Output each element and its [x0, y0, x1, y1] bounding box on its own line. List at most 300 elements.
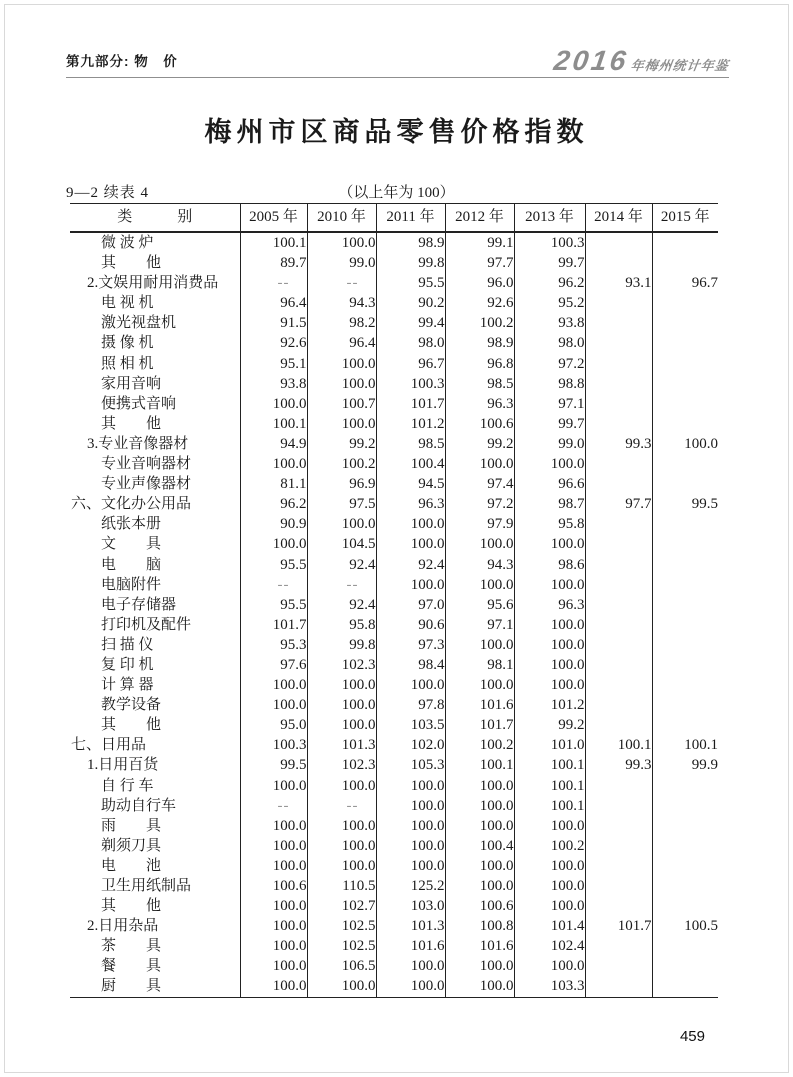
value-cell: 100.0	[652, 434, 718, 454]
row-label: 电 脑	[101, 556, 162, 573]
value-cell: 100.0	[445, 575, 514, 595]
value-cell: 81.1	[240, 474, 307, 494]
value-cell: 100.0	[445, 534, 514, 554]
value-cell: 100.0	[445, 796, 514, 816]
value-cell: 102.5	[307, 936, 376, 956]
table-number-label: 9—2 续表 4	[66, 185, 150, 201]
value-cell: 96.2	[240, 494, 307, 514]
value-cell: 99.2	[307, 434, 376, 454]
value-cell: 100.0	[514, 956, 585, 976]
row-label: 其 他	[101, 255, 162, 272]
row-label: 2.日用杂品	[87, 918, 159, 935]
value-cell: 100.0	[307, 715, 376, 735]
row-label: 扫 描 仪	[101, 636, 154, 653]
value-cell: 97.0	[376, 595, 445, 615]
value-cell: 98.0	[376, 333, 445, 353]
value-cell: 100.3	[514, 232, 585, 253]
value-cell	[652, 575, 718, 595]
value-cell: 95.2	[514, 293, 585, 313]
value-cell	[652, 534, 718, 554]
value-cell: 100.2	[445, 735, 514, 755]
value-cell: 100.0	[307, 232, 376, 253]
value-cell	[585, 414, 652, 434]
value-cell	[585, 655, 652, 675]
value-cell	[652, 514, 718, 534]
table-row	[70, 494, 718, 514]
value-cell: 94.3	[445, 555, 514, 575]
value-cell: 95.1	[240, 354, 307, 374]
value-cell: 100.0	[240, 776, 307, 796]
value-cell: 101.6	[445, 936, 514, 956]
table-row	[70, 313, 718, 333]
value-cell: 97.7	[585, 494, 652, 514]
value-cell: 101.2	[514, 695, 585, 715]
value-cell: 100.0	[376, 976, 445, 997]
value-cell: 100.1	[514, 796, 585, 816]
value-cell	[652, 595, 718, 615]
value-cell: 100.0	[240, 976, 307, 997]
value-cell: 99.1	[445, 232, 514, 253]
value-cell	[652, 474, 718, 494]
value-cell: 99.8	[376, 253, 445, 273]
value-cell: 99.7	[514, 414, 585, 434]
value-cell: 100.0	[445, 816, 514, 836]
value-cell: 98.0	[514, 333, 585, 353]
row-label: 2.文娱用耐用消费品	[87, 275, 219, 292]
table-row	[70, 293, 718, 313]
table-row	[70, 595, 718, 615]
value-cell: 102.7	[307, 896, 376, 916]
value-cell: 98.9	[445, 333, 514, 353]
value-cell	[652, 715, 718, 735]
column-header-2012: 2012 年	[445, 204, 514, 233]
value-cell: 96.0	[445, 273, 514, 293]
table-row	[70, 232, 718, 253]
value-cell: 92.4	[376, 555, 445, 575]
value-cell	[585, 354, 652, 374]
table-row	[70, 273, 718, 293]
value-cell: 100.1	[445, 755, 514, 775]
value-cell: 100.1	[514, 776, 585, 796]
value-cell: 101.2	[376, 414, 445, 434]
value-cell: 100.0	[240, 916, 307, 936]
row-label: 厨 具	[70, 976, 240, 997]
value-cell: 110.5	[307, 876, 376, 896]
value-cell: --	[240, 796, 307, 816]
row-label: 微 波 炉	[101, 235, 154, 251]
logo-suffix-text: 年梅州统计年鉴	[629, 58, 730, 73]
section-label: 第九部分: 物 价	[66, 54, 178, 69]
value-cell: 102.3	[307, 655, 376, 675]
table-row	[70, 856, 718, 876]
row-label: 餐 具	[101, 958, 162, 975]
value-cell: 100.0	[514, 876, 585, 896]
value-cell	[652, 555, 718, 575]
value-cell: 101.0	[514, 735, 585, 755]
value-cell: 93.8	[240, 374, 307, 394]
value-cell	[585, 454, 652, 474]
value-cell: 92.4	[307, 555, 376, 575]
row-label: 卫生用纸制品	[101, 878, 192, 894]
value-cell: 100.0	[376, 796, 445, 816]
value-cell: 100.0	[445, 876, 514, 896]
row-label: 六、文化办公用品	[71, 496, 192, 513]
value-cell: 101.6	[376, 936, 445, 956]
value-cell: 100.0	[514, 675, 585, 695]
value-cell: 101.7	[240, 615, 307, 635]
value-cell: 100.0	[307, 695, 376, 715]
value-cell: 95.8	[307, 615, 376, 635]
value-cell: 92.6	[445, 293, 514, 313]
retail-price-index-table	[70, 203, 718, 998]
value-cell: 105.3	[376, 755, 445, 775]
value-cell: 99.5	[652, 494, 718, 514]
table-row	[70, 776, 718, 796]
value-cell	[585, 715, 652, 735]
column-header-2014: 2014 年	[585, 204, 652, 233]
value-cell: 100.0	[376, 836, 445, 856]
table-row	[70, 555, 718, 575]
row-label: 自 行 车	[101, 777, 154, 794]
value-cell: 100.0	[514, 615, 585, 635]
value-cell: 95.5	[240, 595, 307, 615]
table-row	[70, 414, 718, 434]
value-cell	[585, 293, 652, 313]
value-cell	[585, 555, 652, 575]
value-cell: 103.5	[376, 715, 445, 735]
value-cell: 99.4	[376, 313, 445, 333]
row-label: 助动自行车	[101, 797, 177, 814]
value-cell: 100.0	[376, 816, 445, 836]
value-cell	[585, 936, 652, 956]
value-cell	[652, 313, 718, 333]
value-cell: 96.8	[445, 354, 514, 374]
table-row	[70, 715, 718, 735]
value-cell: 94.5	[376, 474, 445, 494]
value-cell: 98.4	[376, 655, 445, 675]
value-cell: 97.2	[514, 354, 585, 374]
value-cell: 99.2	[514, 715, 585, 735]
value-cell: 100.0	[514, 534, 585, 554]
value-cell: 103.0	[376, 896, 445, 916]
row-label: 其 他	[101, 898, 162, 915]
value-cell: 100.1	[652, 735, 718, 755]
value-cell: 96.3	[445, 394, 514, 414]
value-cell: 99.0	[514, 434, 585, 454]
table-row	[70, 575, 718, 595]
value-cell	[585, 595, 652, 615]
value-cell: 100.0	[307, 414, 376, 434]
value-cell: 100.0	[307, 675, 376, 695]
value-cell: 101.7	[445, 715, 514, 735]
page-title: 梅州市区商品零售价格指数	[204, 117, 589, 147]
row-label: 打印机及配件	[101, 616, 192, 633]
value-cell: 98.6	[514, 555, 585, 575]
value-cell: 103.3	[514, 976, 585, 997]
value-cell: --	[307, 273, 376, 293]
value-cell: 100.0	[514, 635, 585, 655]
value-cell	[585, 956, 652, 976]
value-cell: 100.2	[514, 836, 585, 856]
column-header-2013: 2013 年	[514, 204, 585, 233]
value-cell: --	[307, 796, 376, 816]
table-row	[70, 896, 718, 916]
value-cell: 90.6	[376, 615, 445, 635]
value-cell: 100.0	[240, 816, 307, 836]
value-cell: 100.0	[307, 776, 376, 796]
table-row	[70, 474, 718, 494]
value-cell	[585, 635, 652, 655]
table-row	[70, 434, 718, 454]
value-cell: 102.4	[514, 936, 585, 956]
value-cell: 100.0	[240, 695, 307, 715]
value-cell: 100.0	[514, 655, 585, 675]
value-cell: 100.0	[240, 675, 307, 695]
value-cell: 100.0	[307, 856, 376, 876]
value-cell	[585, 313, 652, 333]
value-cell: 102.3	[307, 755, 376, 775]
value-cell: 89.7	[240, 253, 307, 273]
value-cell	[585, 374, 652, 394]
value-cell: 100.4	[445, 836, 514, 856]
value-cell: 97.8	[376, 695, 445, 715]
value-cell: 97.7	[445, 253, 514, 273]
value-cell: 97.4	[445, 474, 514, 494]
value-cell: 99.9	[652, 755, 718, 775]
row-label: 雨 具	[101, 817, 162, 834]
value-cell: 100.6	[445, 414, 514, 434]
value-cell: 102.5	[307, 916, 376, 936]
value-cell	[585, 534, 652, 554]
row-label: 教学设备	[101, 697, 162, 714]
value-cell: 101.3	[307, 735, 376, 755]
value-cell	[585, 474, 652, 494]
value-cell: 100.0	[240, 394, 307, 414]
value-cell: 100.0	[514, 454, 585, 474]
value-cell	[652, 936, 718, 956]
value-cell: 98.9	[376, 232, 445, 253]
value-cell: 98.8	[514, 374, 585, 394]
value-cell: 100.3	[240, 735, 307, 755]
value-cell: 97.6	[240, 655, 307, 675]
value-cell: 97.3	[376, 635, 445, 655]
table-row	[70, 936, 718, 956]
table-row	[70, 253, 718, 273]
table-row	[70, 454, 718, 474]
value-cell	[652, 816, 718, 836]
value-cell: 101.3	[376, 916, 445, 936]
value-cell	[652, 253, 718, 273]
value-cell: 101.4	[514, 916, 585, 936]
value-cell: 95.5	[240, 555, 307, 575]
yearbook-logo	[552, 47, 732, 77]
value-cell	[652, 374, 718, 394]
value-cell: 100.0	[445, 776, 514, 796]
row-label: 1.日用百货	[87, 757, 159, 774]
value-cell: 99.2	[445, 434, 514, 454]
value-cell: 96.4	[240, 293, 307, 313]
value-cell: 100.0	[376, 534, 445, 554]
value-cell: 100.0	[514, 896, 585, 916]
value-cell: 101.7	[585, 916, 652, 936]
table-row	[70, 394, 718, 414]
value-cell: 100.0	[445, 856, 514, 876]
row-label: 其 他	[101, 717, 162, 734]
row-label: 剃须刀具	[101, 837, 162, 854]
row-label: 茶 具	[101, 938, 162, 955]
table-row	[70, 735, 718, 755]
value-cell: 100.0	[514, 856, 585, 876]
column-header-2015: 2015 年	[652, 204, 718, 233]
value-cell: 98.5	[445, 374, 514, 394]
value-cell: 100.1	[514, 755, 585, 775]
row-label: 其 他	[101, 415, 162, 432]
table-row	[70, 796, 718, 816]
page-number: 459	[679, 1028, 705, 1045]
value-cell: 92.6	[240, 333, 307, 353]
table-row	[70, 816, 718, 836]
value-cell: 101.6	[445, 695, 514, 715]
value-cell	[585, 836, 652, 856]
value-cell: 100.0	[514, 816, 585, 836]
value-cell	[585, 232, 652, 253]
value-cell: 100.0	[240, 856, 307, 876]
value-cell	[652, 414, 718, 434]
value-cell: 100.4	[376, 454, 445, 474]
value-cell: 100.0	[376, 575, 445, 595]
value-cell	[585, 896, 652, 916]
row-label: 照 相 机	[101, 355, 154, 372]
value-cell: 100.2	[445, 313, 514, 333]
value-cell	[652, 796, 718, 816]
value-cell: 100.0	[445, 976, 514, 997]
value-cell: 97.5	[307, 494, 376, 514]
table-body	[70, 232, 718, 997]
value-cell: 93.1	[585, 273, 652, 293]
value-cell	[652, 675, 718, 695]
row-label: 专业声像器材	[101, 476, 192, 493]
value-cell	[585, 856, 652, 876]
value-cell: 100.5	[652, 916, 718, 936]
value-cell: 97.9	[445, 514, 514, 534]
value-cell: 95.0	[240, 715, 307, 735]
value-cell: 100.0	[307, 514, 376, 534]
value-cell: 96.9	[307, 474, 376, 494]
table-header-row	[70, 204, 718, 233]
value-cell	[652, 695, 718, 715]
row-label: 复 印 机	[101, 656, 154, 673]
value-cell: 100.1	[585, 735, 652, 755]
value-cell: 96.7	[376, 354, 445, 374]
logo-year-text: 2016	[551, 45, 631, 76]
value-cell: 94.3	[307, 293, 376, 313]
value-cell: 90.9	[240, 514, 307, 534]
value-cell: 100.0	[376, 514, 445, 534]
value-cell: 96.3	[514, 595, 585, 615]
row-label: 七、日用品	[71, 737, 147, 754]
value-cell	[652, 293, 718, 313]
value-cell	[585, 876, 652, 896]
value-cell: 100.0	[307, 816, 376, 836]
table-row	[70, 956, 718, 976]
value-cell: 99.8	[307, 635, 376, 655]
table-row	[70, 354, 718, 374]
table-row	[70, 876, 718, 896]
row-label: 电脑附件	[101, 576, 162, 593]
value-cell: 96.3	[376, 494, 445, 514]
value-cell: 90.2	[376, 293, 445, 313]
table-row	[70, 655, 718, 675]
row-label: 便携式音响	[101, 395, 177, 412]
value-cell	[585, 514, 652, 534]
value-cell	[652, 776, 718, 796]
value-cell: 100.0	[376, 776, 445, 796]
value-cell	[585, 695, 652, 715]
row-label: 3.专业音像器材	[87, 435, 189, 452]
table-row	[70, 836, 718, 856]
row-label: 摄 像 机	[101, 335, 154, 352]
value-cell: 96.4	[307, 333, 376, 353]
row-label: 电 视 机	[101, 295, 154, 312]
value-cell: 98.5	[376, 434, 445, 454]
value-cell	[652, 394, 718, 414]
value-cell: 125.2	[376, 876, 445, 896]
value-cell	[652, 655, 718, 675]
value-cell: 100.0	[307, 976, 376, 997]
page-header	[66, 40, 729, 78]
value-cell: 100.0	[240, 836, 307, 856]
value-cell: 100.0	[307, 354, 376, 374]
value-cell: 95.5	[376, 273, 445, 293]
value-cell: 100.3	[376, 374, 445, 394]
value-cell: 100.0	[445, 635, 514, 655]
value-cell: 99.3	[585, 755, 652, 775]
value-cell: 98.1	[445, 655, 514, 675]
value-cell	[652, 354, 718, 374]
value-cell: 95.6	[445, 595, 514, 615]
value-cell: 95.8	[514, 514, 585, 534]
table-row	[70, 755, 718, 775]
table-row	[70, 695, 718, 715]
row-label: 文 具	[101, 536, 162, 553]
table-caption	[66, 181, 727, 201]
value-cell: --	[307, 575, 376, 595]
value-cell: 91.5	[240, 313, 307, 333]
value-cell: 100.8	[445, 916, 514, 936]
value-cell: 99.7	[514, 253, 585, 273]
table-row	[70, 534, 718, 554]
value-cell: 100.0	[376, 675, 445, 695]
table-row	[70, 916, 718, 936]
table-row	[70, 675, 718, 695]
column-header-2005: 2005 年	[240, 204, 307, 233]
row-label: 纸张本册	[101, 516, 162, 533]
value-cell	[652, 615, 718, 635]
value-cell	[652, 856, 718, 876]
value-cell: 99.3	[585, 434, 652, 454]
value-cell: 100.0	[376, 956, 445, 976]
row-label: 电 池	[101, 857, 162, 874]
value-cell: 106.5	[307, 956, 376, 976]
value-cell: 96.2	[514, 273, 585, 293]
value-cell: 97.2	[445, 494, 514, 514]
value-cell: 97.1	[514, 394, 585, 414]
value-cell	[585, 675, 652, 695]
value-cell: 100.0	[307, 836, 376, 856]
value-cell	[652, 836, 718, 856]
value-cell	[652, 956, 718, 976]
value-cell: 97.1	[445, 615, 514, 635]
